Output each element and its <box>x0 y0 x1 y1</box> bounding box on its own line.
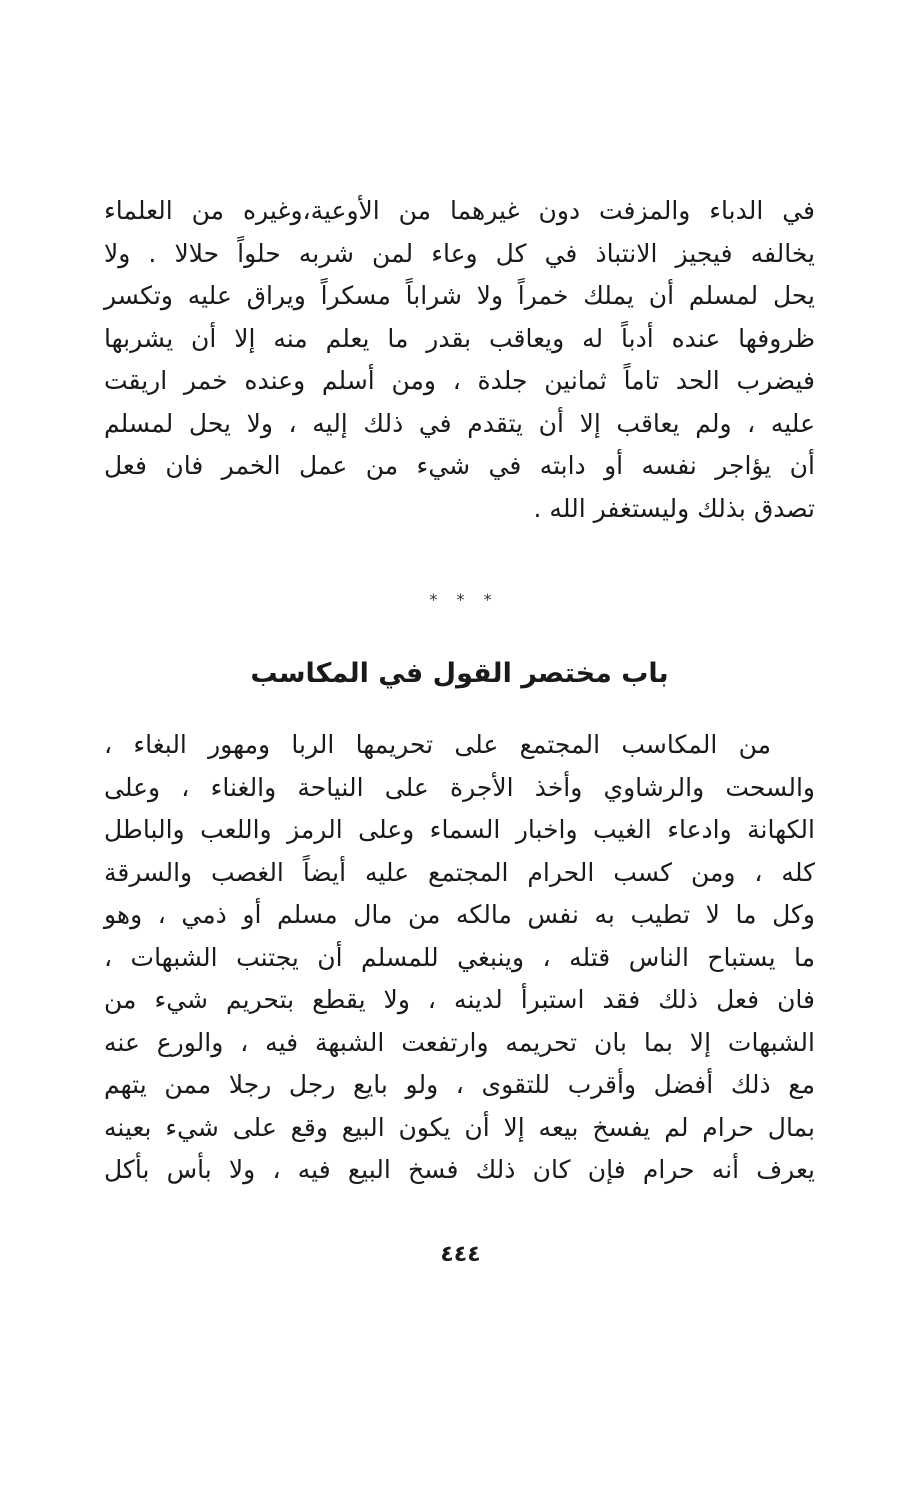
text-line: كله ، ومن كسب الحرام المجتمع عليه أيضاً الغصب والسرقة <box>104 857 815 887</box>
text-line: بمال حرام لم يفسخ بيعه إلا أن يكون البيع وقع على شيء بعينه <box>104 1112 815 1142</box>
text-line: يحل لمسلم أن يملك خمراً ولا شراباً مسكراً ويراق عليه وتكسر <box>104 281 815 310</box>
paragraph-1 <box>104 190 815 530</box>
text-line: ظروفها عنده أدباً له ويعاقب بقدر ما يعلم منه إلا أن يشربها <box>104 323 815 353</box>
text-line: يعرف أنه حرام فإن كان ذلك فسخ البيع فيه ، ولا بأس بأكل <box>104 1155 815 1184</box>
text-line: مع ذلك أفضل وأقرب للتقوى ، ولو بايع رجل رجلا ممن يتهم <box>104 1070 815 1099</box>
text-line: ما يستباح الناس قتله ، وينبغي للمسلم أن يجتنب الشبهات ، <box>104 942 815 972</box>
section-separator: * * * <box>429 590 492 609</box>
text-line: فان فعل ذلك فقد استبرأ لدينه ، ولا يقطع بتحريم شيء من <box>104 985 815 1014</box>
text-line: الشبهات إلا بما بان تحريمه وارتفعت الشبهة فيه ، والورع عنه <box>104 1027 815 1057</box>
text-line: الكهانة وادعاء الغيب واخبار السماء وعلى الرمز واللعب والباطل <box>104 815 815 844</box>
text-line: في الدباء والمزفت دون غيرهما من الأوعية،وغيره من العلماء <box>104 196 815 225</box>
text-line: تصدق بذلك وليستغفر الله . <box>533 493 815 523</box>
text-line: يخالفه فيجيز الانتباذ في كل وعاء لمن شربه حلواً حلالا . ولا <box>104 238 815 268</box>
text-line: والسحت والرشاوي وأخذ الأجرة على النياحة والغناء ، وعلى <box>104 772 815 802</box>
text-line: عليه ، ولم يعاقب إلا أن يتقدم في ذلك إليه ، ولا يحل لمسلم <box>104 408 815 438</box>
paragraph-2 <box>104 724 815 1192</box>
text-line: وكل ما لا تطيب به نفس مالكه من مال مسلم أو ذمي ، وهو <box>104 900 815 929</box>
section-heading: باب مختصر القول في المكاسب <box>250 658 669 689</box>
text-line: أن يؤاجر نفسه أو دابته في شيء من عمل الخمر فان فعل <box>104 451 815 480</box>
text-line: من المكاسب المجتمع على تحريمها الربا ومهور البغاء ، <box>104 730 771 759</box>
text-line: فيضرب الحد تاماً ثمانين جلدة ، ومن أسلم وعنده خمر اريقت <box>104 366 815 395</box>
page-number: ٤٤٤ <box>440 1242 481 1267</box>
